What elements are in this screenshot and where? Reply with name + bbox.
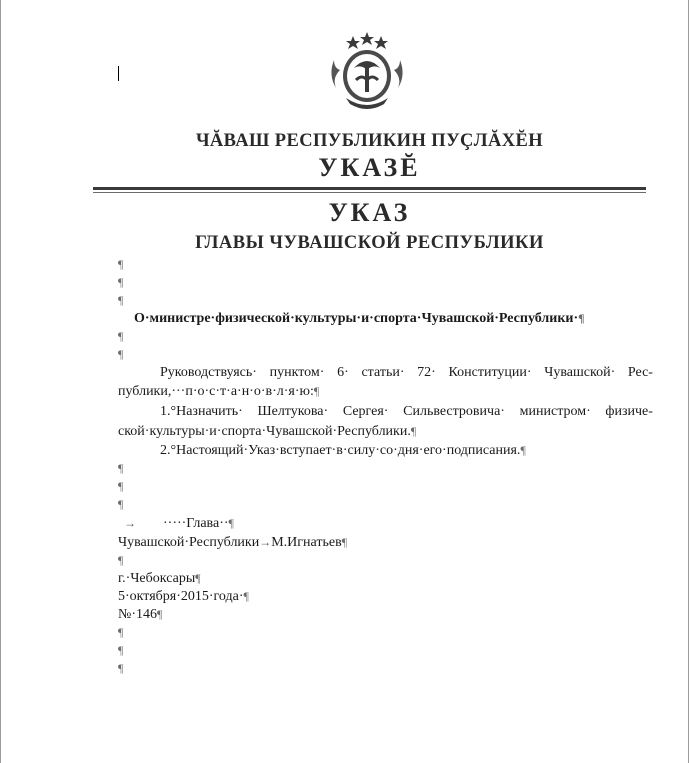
- word: 72·: [417, 365, 436, 380]
- paragraph-mark: ¶: [195, 571, 201, 585]
- paragraph-mark[interactable]: ¶: [118, 497, 124, 511]
- document-title[interactable]: [134, 309, 585, 328]
- paragraph-mark: ¶: [157, 607, 163, 621]
- paragraph-mark: ¶: [243, 589, 249, 603]
- russian-ukaz-title: УКАЗ: [328, 198, 411, 227]
- word: Рес-: [627, 365, 653, 380]
- preamble-line-1[interactable]: [160, 364, 653, 382]
- paragraph-mark[interactable]: ¶: [118, 293, 124, 307]
- decree-number: №·146: [118, 607, 158, 622]
- paragraph-mark[interactable]: ¶: [118, 329, 124, 343]
- preamble-line-2[interactable]: [118, 382, 319, 401]
- text-cursor: [118, 66, 119, 81]
- russian-header-line: ГЛАВЫ ЧУВАШСКОЙ РЕСПУБЛИКИ: [195, 233, 544, 253]
- word: 1.°Назначить·: [160, 404, 243, 419]
- tab-arrow: →: [259, 535, 272, 549]
- signature-org: Чувашской·Республики: [118, 535, 260, 550]
- signature-name: М.Игнатьев: [271, 535, 342, 550]
- word: 6·: [337, 365, 349, 380]
- word: министром·: [519, 404, 591, 419]
- word: Сергея·: [342, 404, 389, 419]
- city-line[interactable]: [118, 569, 201, 588]
- page-left-edge: [0, 0, 1, 763]
- paragraph-mark[interactable]: ¶: [118, 461, 124, 475]
- paragraph-mark: ¶: [410, 424, 417, 438]
- paragraph-mark: ¶: [228, 516, 234, 530]
- word: пунктом·: [269, 365, 325, 380]
- signature-title: ·····Глава··: [163, 516, 229, 531]
- item-1-text: ской·культуры·и·спорта·Чувашской·Республики.: [118, 424, 411, 439]
- paragraph-mark[interactable]: ¶: [118, 553, 124, 567]
- tab-arrow: →: [124, 516, 136, 530]
- paragraph-mark: ¶: [578, 311, 585, 325]
- header-rule-thin: [93, 192, 646, 193]
- paragraph-mark[interactable]: ¶: [118, 257, 124, 271]
- item-2[interactable]: [160, 441, 526, 460]
- item-2-text: 2.°Настоящий·Указ·вступает·в·силу·со·дня·его·подписания.: [160, 443, 521, 458]
- date: 5·октября·2015·года·: [118, 589, 244, 604]
- word: статьи·: [361, 365, 405, 380]
- word: Чувашской·: [544, 365, 616, 380]
- word: Руководствуясь·: [160, 365, 257, 380]
- paragraph-mark[interactable]: ¶: [118, 347, 124, 361]
- paragraph-mark[interactable]: ¶: [118, 625, 124, 639]
- header-rule-thick: [93, 187, 646, 190]
- city: г.·Чебоксары: [118, 571, 196, 586]
- paragraph-mark[interactable]: ¶: [118, 643, 124, 657]
- chuvash-ukaz-title: УКАЗĔ: [318, 153, 421, 182]
- paragraph-mark[interactable]: ¶: [118, 479, 124, 493]
- word: Сильвестровича·: [403, 404, 505, 419]
- word: Шелтукова·: [257, 404, 329, 419]
- paragraph-mark[interactable]: ¶: [118, 661, 124, 675]
- item-1-line-2[interactable]: [118, 422, 416, 441]
- chuvash-header-line: ЧĂВАШ РЕСПУБЛИКИН ПУÇЛĂХĔН: [195, 131, 544, 151]
- chuvash-emblem-icon: [326, 30, 408, 110]
- item-1-line-1[interactable]: [160, 403, 653, 421]
- signature-org-line[interactable]: [118, 533, 347, 552]
- paragraph-mark: ¶: [313, 384, 320, 398]
- preamble-text: публики,···п·о·с·т·а·н·о·в·л·я·ю:: [118, 384, 314, 399]
- paragraph-mark: ¶: [341, 535, 348, 549]
- paragraph-mark[interactable]: ¶: [118, 275, 124, 289]
- paragraph-mark: ¶: [520, 443, 526, 457]
- number-line[interactable]: [118, 605, 162, 624]
- date-line[interactable]: [118, 587, 249, 606]
- document-title-text: О·министре·физической·культуры·и·спорта·Чувашской·Республики·: [134, 311, 579, 326]
- word: Конституции·: [448, 365, 532, 380]
- word: физиче-: [605, 404, 653, 419]
- signature-title-line[interactable]: [124, 514, 234, 533]
